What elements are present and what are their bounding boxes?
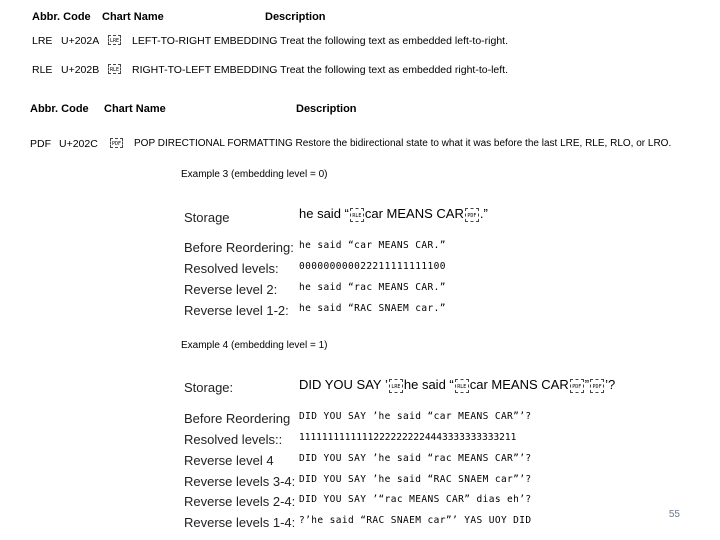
table1-header-abbr-code: Abbr. Code [32, 11, 91, 23]
table1-header-description: Description [265, 11, 326, 23]
example4-reverse14-value: ?’he said “RAC SNAEM car”’ YAS UOY DID [299, 515, 532, 526]
example4-before-label: Before Reordering [184, 411, 291, 426]
example4-storage-value [299, 377, 615, 393]
example4-reverse14-label: Reverse levels 1-4: [184, 515, 296, 530]
table2-row1-abbr: PDF [30, 138, 51, 150]
rle-glyph-icon: RLE [108, 64, 121, 74]
example4-storage-text-4: ” [584, 377, 590, 392]
example4-resolved-value: 11111111111112222222224443333333333211 [299, 432, 517, 443]
pdf-marker-icon: PDF [570, 379, 584, 393]
pdf-marker-icon: PDF [590, 379, 604, 393]
rle-marker-icon: RLE [455, 379, 469, 393]
table1-header-chart-name: Chart Name [102, 11, 164, 23]
example3-storage-text-2: car MEANS CAR [364, 206, 464, 221]
example3-reverse12-label: Reverse level 1-2: [184, 303, 289, 318]
example4-reverse4-label: Reverse level 4 [184, 453, 274, 468]
example4-storage-text-1: DID YOU SAY ’ [299, 377, 388, 392]
example3-storage-label: Storage [184, 210, 230, 225]
example4-reverse34-label: Reverse levels 3-4: [184, 474, 296, 489]
rle-marker-icon: RLE [350, 208, 364, 222]
table1-row2-code: U+202B [61, 64, 100, 76]
pdf-marker-icon: PDF [465, 208, 479, 222]
lre-glyph-icon: LRE [108, 35, 121, 45]
table2-row1-code: U+202C [59, 138, 98, 150]
example3-resolved-value: 000000000022211111111100 [299, 261, 446, 272]
example4-resolved-label: Resolved levels:: [184, 432, 283, 447]
table2-header-description: Description [296, 103, 357, 115]
table1-row1-code: U+202A [61, 35, 100, 47]
example3-storage-text-1: he said “ [299, 206, 349, 221]
example4-storage-label: Storage: [184, 380, 234, 395]
example4-reverse4-value: DID YOU SAY ’he said “rac MEANS CAR”’? [299, 453, 532, 464]
table1-row2-description: RIGHT-TO-LEFT EMBEDDING Treat the following text as embedded right-to-left. [132, 64, 508, 76]
page-number: 55 [668, 509, 680, 520]
example3-resolved-label: Resolved levels: [184, 261, 279, 276]
example4-reverse24-value: DID YOU SAY ’“rac MEANS CAR” dias eh’? [299, 494, 532, 505]
example3-reverse2-value: he said “rac MEANS CAR.” [299, 282, 446, 293]
lre-marker-icon: LRE [389, 379, 403, 393]
table2-header-chart-name: Chart Name [104, 103, 166, 115]
example3-title: Example 3 (embedding level = 0) [181, 169, 328, 180]
pdf-glyph-icon: PDF [110, 138, 123, 148]
example4-reverse34-value: DID YOU SAY ’he said “RAC SNAEM car”’? [299, 474, 532, 485]
table1-row1-abbr: LRE [32, 35, 53, 47]
example4-reverse24-label: Reverse levels 2-4: [184, 494, 296, 509]
example4-storage-text-5: ’? [605, 377, 616, 392]
example3-storage-value [299, 206, 488, 222]
example3-reverse2-label: Reverse level 2: [184, 282, 278, 297]
example4-title: Example 4 (embedding level = 1) [181, 340, 328, 351]
example3-before-label: Before Reordering: [184, 240, 294, 255]
example3-before-value: he said “car MEANS CAR.” [299, 240, 446, 251]
example3-storage-text-3: .” [479, 206, 488, 221]
example4-storage-text-3: car MEANS CAR [469, 377, 569, 392]
table2-header-abbr-code: Abbr. Code [30, 103, 89, 115]
example4-storage-text-2: he said “ [403, 377, 454, 392]
example4-before-value: DID YOU SAY ’he said “car MEANS CAR”’? [299, 411, 532, 422]
example3-reverse12-value: he said “RAC SNAEM car.” [299, 303, 446, 314]
table2-row1-description: POP DIRECTIONAL FORMATTING Restore the bidirectional state to what it was before the last LRE, RLE, RLO, or LRO. [134, 138, 672, 149]
table1-row1-description: LEFT-TO-RIGHT EMBEDDING Treat the following text as embedded left-to-right. [132, 35, 508, 47]
table1-row2-abbr: RLE [32, 64, 53, 76]
